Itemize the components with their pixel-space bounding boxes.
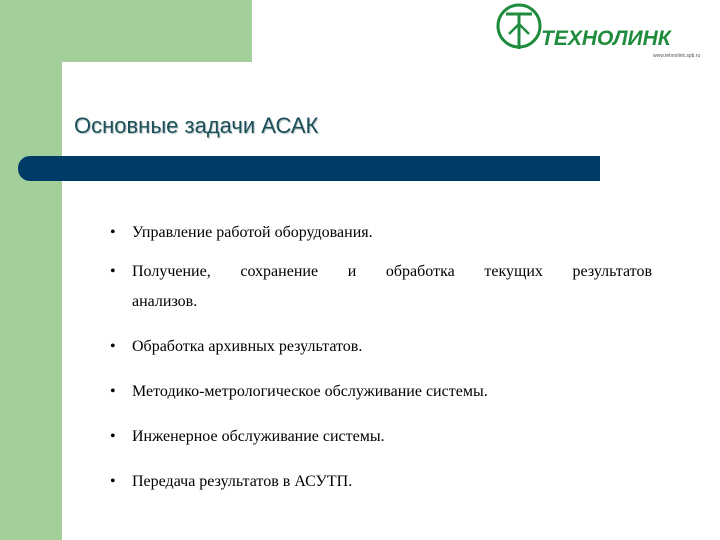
list-item-text: Методико-метрологическое обслуживание системы. [132, 383, 488, 400]
bullet-icon: • [110, 428, 116, 445]
technolink-logo [495, 2, 720, 64]
list-item-text: Получение, сохранение и обработка текущих результатов [132, 263, 652, 280]
list-item [110, 422, 670, 452]
slide-title: Основные задачи АСАК [74, 113, 319, 138]
bullet-icon: • [110, 473, 116, 490]
list-item [110, 222, 670, 244]
list-item [110, 257, 670, 317]
green-left-band [0, 0, 62, 540]
list-item-text: Передача результатов в АСУТП. [132, 473, 353, 490]
logo-url: www.tehnolink.spb.ru [653, 53, 701, 59]
list-item-text: Обработка архивных результатов. [132, 338, 363, 355]
list-item-text-continued: анализов. [132, 293, 198, 310]
content-corner [62, 62, 102, 102]
list-item-text: Управление работой оборудования. [132, 224, 373, 241]
list-item [110, 377, 670, 407]
list-item-text: Инженерное обслуживание системы. [132, 428, 385, 445]
list-item [110, 467, 670, 497]
bullet-icon: • [110, 338, 116, 355]
bullet-icon: • [110, 224, 116, 241]
list-item [110, 332, 670, 362]
task-list [110, 222, 670, 512]
bullet-icon: • [110, 263, 116, 280]
bullet-icon: • [110, 383, 116, 400]
logo-brand-text: ТЕХНОЛИНК [541, 27, 671, 50]
antenna-logo-icon [495, 2, 545, 54]
title-underline-bar [18, 156, 600, 181]
